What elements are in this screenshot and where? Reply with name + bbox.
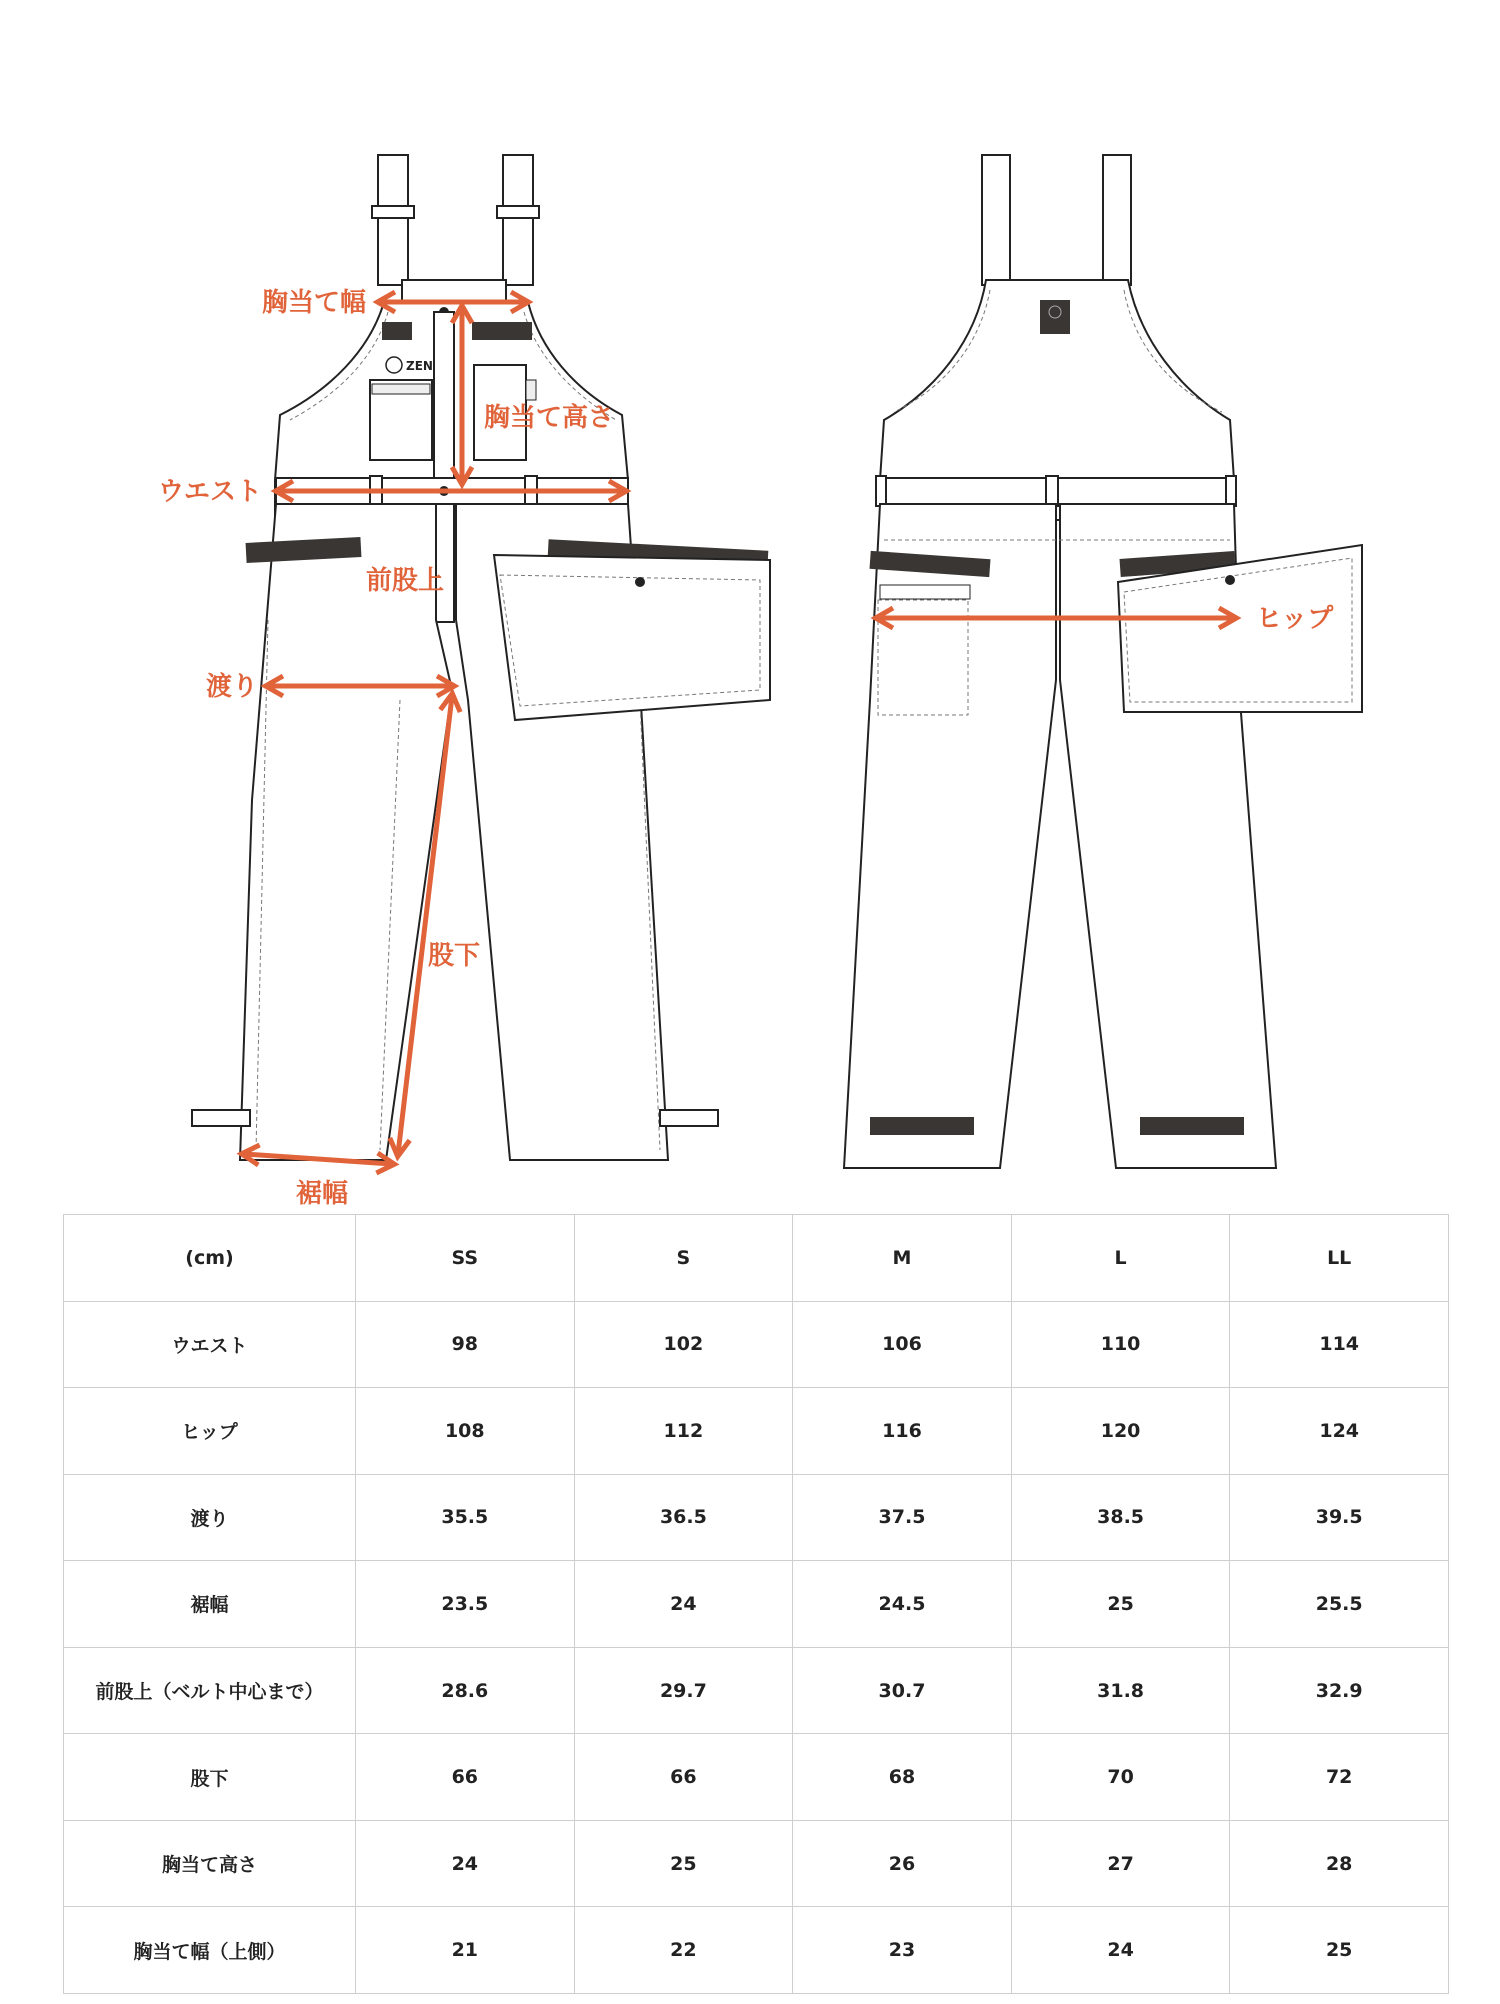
front-right-strap — [503, 155, 533, 285]
table-cell: 25.5 — [1230, 1561, 1449, 1648]
table-row — [64, 1561, 1449, 1648]
table-cell: 30.7 — [793, 1647, 1012, 1734]
table-cell: 31.8 — [1011, 1647, 1230, 1734]
chest-height-label: 胸当て高さ — [484, 403, 615, 433]
table-row-label: 裾幅 — [64, 1561, 356, 1648]
table-cell: 22 — [574, 1907, 793, 1994]
front-left-strap — [378, 155, 408, 285]
table-cell: 21 — [356, 1907, 575, 1994]
table-cell: 70 — [1011, 1734, 1230, 1821]
chest-width-label: 胸当て幅 — [262, 288, 367, 318]
table-cell: 36.5 — [574, 1474, 793, 1561]
table-cell: 24.5 — [793, 1561, 1012, 1648]
table-cell: 108 — [356, 1388, 575, 1475]
hip-label: ヒップ — [1256, 604, 1334, 634]
table-cell: 98 — [356, 1301, 575, 1388]
table-cell: 24 — [574, 1561, 793, 1648]
hem-label: 裾幅 — [296, 1179, 349, 1209]
inseam-label: 股下 — [428, 941, 481, 971]
table-row — [64, 1474, 1449, 1561]
table-cell: 114 — [1230, 1301, 1449, 1388]
table-header-cell: LL — [1230, 1215, 1449, 1302]
front-left-leg — [240, 504, 452, 1160]
table-cell: 23 — [793, 1907, 1012, 1994]
table-cell: 24 — [356, 1820, 575, 1907]
table-cell: 66 — [574, 1734, 793, 1821]
table-cell: 25 — [1230, 1907, 1449, 1994]
thigh-label: 渡り — [206, 672, 259, 702]
table-row-label: 渡り — [64, 1474, 356, 1561]
table-cell: 37.5 — [793, 1474, 1012, 1561]
table-cell: 102 — [574, 1301, 793, 1388]
waist-label: ウエスト — [158, 477, 263, 507]
table-cell: 120 — [1011, 1388, 1230, 1475]
table-row-label: ヒップ — [64, 1388, 356, 1475]
table-cell: 124 — [1230, 1388, 1449, 1475]
table-cell: 106 — [793, 1301, 1012, 1388]
table-cell: 26 — [793, 1820, 1012, 1907]
front-open-pocket — [494, 555, 770, 720]
table-cell: 24 — [1011, 1907, 1230, 1994]
table-row-label: 胸当て高さ — [64, 1820, 356, 1907]
table-header-cell: (cm) — [64, 1215, 356, 1302]
table-header-cell: M — [793, 1215, 1012, 1302]
size-table — [63, 1214, 1449, 1994]
table-cell: 72 — [1230, 1734, 1449, 1821]
table-row-label: ウエスト — [64, 1301, 356, 1388]
table-cell: 25 — [1011, 1561, 1230, 1648]
front-rise-label: 前股上 — [366, 566, 445, 596]
table-cell: 110 — [1011, 1301, 1230, 1388]
table-row — [64, 1647, 1449, 1734]
table-row-label: 胸当て幅（上側） — [64, 1907, 356, 1994]
back-left-leg — [844, 504, 1056, 1168]
size-table-body — [64, 1215, 1449, 1994]
table-cell: 112 — [574, 1388, 793, 1475]
table-cell: 38.5 — [1011, 1474, 1230, 1561]
table-row-label: 股下 — [64, 1734, 356, 1821]
table-cell: 27 — [1011, 1820, 1230, 1907]
table-cell: 35.5 — [356, 1474, 575, 1561]
table-cell: 66 — [356, 1734, 575, 1821]
table-header-row — [64, 1215, 1449, 1302]
table-row — [64, 1301, 1449, 1388]
table-header-cell: L — [1011, 1215, 1230, 1302]
table-cell: 25 — [574, 1820, 793, 1907]
table-header-cell: S — [574, 1215, 793, 1302]
table-row — [64, 1388, 1449, 1475]
table-cell: 116 — [793, 1388, 1012, 1475]
table-cell: 32.9 — [1230, 1647, 1449, 1734]
table-cell: 23.5 — [356, 1561, 575, 1648]
table-cell: 29.7 — [574, 1647, 793, 1734]
back-right-strap — [1103, 155, 1131, 285]
table-row — [64, 1907, 1449, 1994]
table-row — [64, 1820, 1449, 1907]
table-cell: 28.6 — [356, 1647, 575, 1734]
svg-text:ZEN: ZEN — [406, 359, 433, 373]
back-view — [844, 155, 1362, 1168]
table-row — [64, 1734, 1449, 1821]
table-cell: 28 — [1230, 1820, 1449, 1907]
table-cell: 39.5 — [1230, 1474, 1449, 1561]
table-cell: 68 — [793, 1734, 1012, 1821]
back-left-strap — [982, 155, 1010, 285]
table-header-cell: SS — [356, 1215, 575, 1302]
table-row-label: 前股上（ベルト中心まで） — [64, 1647, 356, 1734]
